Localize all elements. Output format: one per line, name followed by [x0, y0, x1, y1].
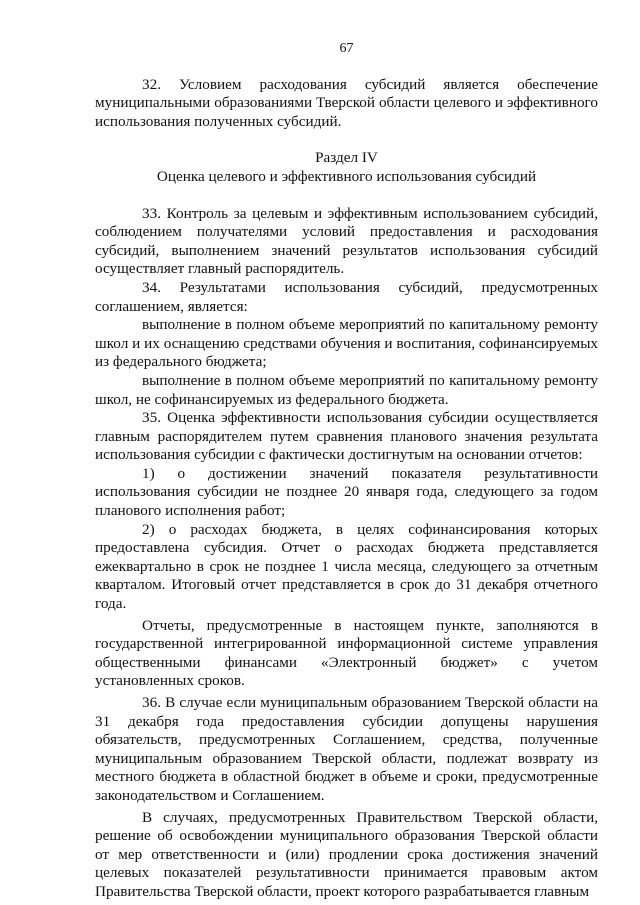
paragraph-34-item-2: выполнение в полном объеме мероприятий по капитальному ремонту школ, не софинансируемых из федерального бюджета. [95, 371, 598, 408]
paragraph-35-reports: Отчеты, предусмотренные в настоящем пункте, заполняются в государственной интегрированной информационной системе управления общественными финансами «Электронный бюджет» с учетом установленных сроков. [95, 616, 598, 690]
page-number: 67 [339, 41, 354, 56]
section-title: Раздел IV [315, 149, 378, 167]
paragraph-34-item-1: выполнение в полном объеме мероприятий по капитальному ремонту школ и их оснащению средствами обучения и воспитания, софинансируемых из федерального бюджета; [95, 316, 598, 371]
paragraph-36: 36. В случае если муниципальным образованием Тверской области на 31 декабря года предоставления субсидии допущены нарушения обязательств, предусмотренных Соглашением, средства, полученные муниципальным образованием Тверской области, подлежат возврату из местного бюджета в областной бюджет в объеме и сроки, предусмотренные законодательством и Соглашением. [95, 694, 598, 804]
paragraph-33: 33. Контроль за целевым и эффективным использованием субсидий, соблюдением получателями условий предоставления и расходования субсидий, выполнением значений результатов использования субсидий осуществляет главный распорядитель. [95, 204, 598, 278]
document-page [95, 40, 598, 902]
paragraph-35: 35. Оценка эффективности использования субсидии осуществляется главным распорядителем путем сравнения планового значения результата использования субсидии с фактически достигнутым на основании отчетов: [95, 409, 598, 464]
paragraph-34: 34. Результатами использования субсидий, предусмотренных соглашением, является: [95, 278, 598, 315]
spacer [95, 187, 598, 205]
paragraph-35-item-1: 1) о достижении значений показателя результативности использования субсидии не позднее 20 января года, следующего за годом планового исполнения работ; [95, 464, 598, 520]
paragraph-32: 32. Условием расходования субсидий является обеспечение муниципальными образованиями Тверской области целевого и эффективного использования полученных субсидий. [95, 75, 598, 130]
section-subtitle: Оценка целевого и эффективного использования субсидий [156, 167, 537, 185]
paragraph-35-item-2: 2) о расходах бюджета, в целях софинансирования которых предоставлена субсидия. Отчет о расходах бюджета представляется ежеквартально в срок не позднее 1 числа месяца, следующего за отчетным кварталом. Итоговый отчет представляется в срок до 31 декабря отчетного года. [95, 520, 598, 613]
paragraph-36-exemption: В случаях, предусмотренных Правительством Тверской области, решение об освобождении муниципального образования Тверской области от мер ответственности и (или) продлении срока достижения значений целевых показателей результативности принимается правовым актом Правительства Тверской области, проект которого разрабатывается главным [95, 808, 598, 900]
spacer [95, 131, 598, 149]
